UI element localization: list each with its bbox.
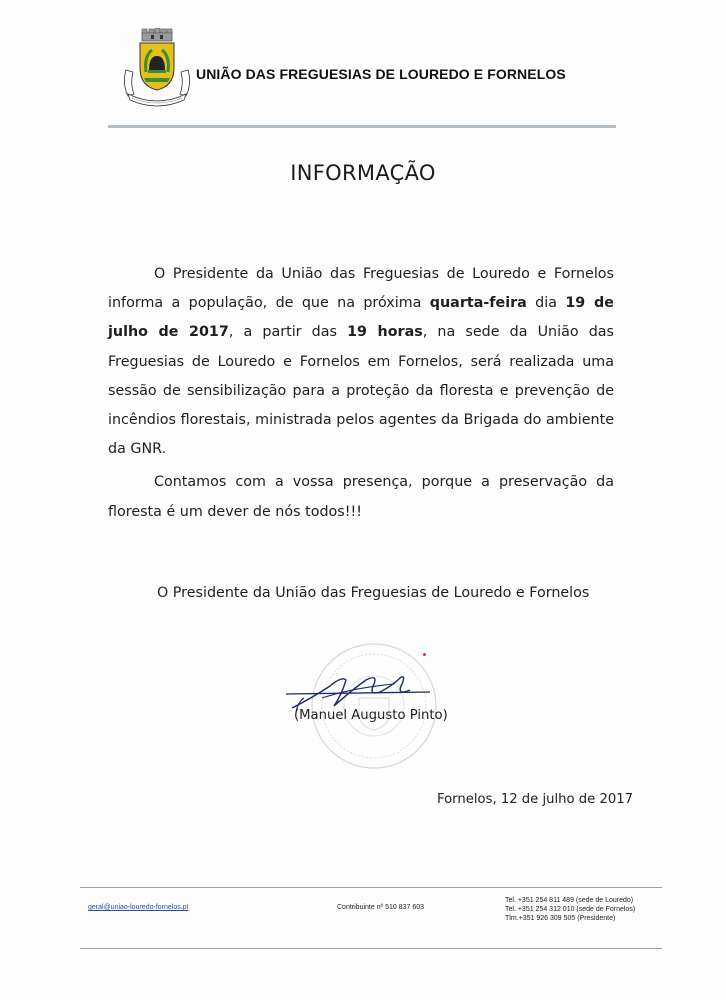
footer-phone-line: Tlm.+351 926 309 505 (Presidente): [505, 915, 616, 922]
body-paragraph-2: Contamos com a vossa presença, porque a preservação da floresta é um dever de nós todos!!!: [108, 474, 614, 520]
footer-phone-line: Tel. +351 254 811 489 (sede de Louredo): [505, 897, 634, 904]
footer-phone-line: Tel. +351 254 312 010 (sede de Fornelos): [505, 906, 636, 913]
body-text-run: , a partir das: [228, 324, 348, 341]
body-bold-weekday: quarta-feira: [429, 295, 527, 312]
footer-divider-top: [80, 887, 662, 888]
body-bold-date: 19 de julho de 2017: [108, 295, 614, 341]
parish-coat-of-arms-icon: [118, 28, 196, 108]
footer-taxpayer-number: Contribuinte nº 510 837 603: [337, 904, 425, 911]
footer-phone-list: [505, 896, 635, 923]
header-divider: [108, 125, 616, 128]
footer-divider-bottom: [80, 948, 662, 949]
signatory-role: O Presidente da União das Freguesias de Louredo e Fornelos: [157, 585, 590, 601]
footer-email-link[interactable]: geral@uniao-louredo-fornelos.pt: [88, 904, 189, 911]
ink-speck: [423, 653, 426, 656]
body-text-run: dia: [526, 295, 566, 312]
letterhead: [118, 28, 618, 108]
signatory-name: (Manuel Augusto Pinto): [294, 708, 448, 723]
body-bold-time: 19 horas: [347, 324, 423, 341]
page-title: INFORMAÇÃO: [290, 161, 436, 185]
body-text-run: O Presidente da União das Freguesias de Louredo e Fornelos informa a população, de que na próxima: [108, 266, 614, 312]
body-paragraph-1: [108, 260, 614, 464]
organization-name: UNIÃO DAS FREGUESIAS DE LOUREDO E FORNELOS: [196, 66, 566, 82]
place-and-date: Fornelos, 12 de julho de 2017: [437, 792, 634, 807]
body-text-run: , na sede da União das Freguesias de Louredo e Fornelos em Fornelos, será realizada uma sessão de sensibilização para a proteção da floresta e prevenção de incêndios florestais, ministrada pelos agentes da Brigada do ambiente da GNR.: [108, 324, 614, 458]
letter-body: [108, 260, 614, 527]
